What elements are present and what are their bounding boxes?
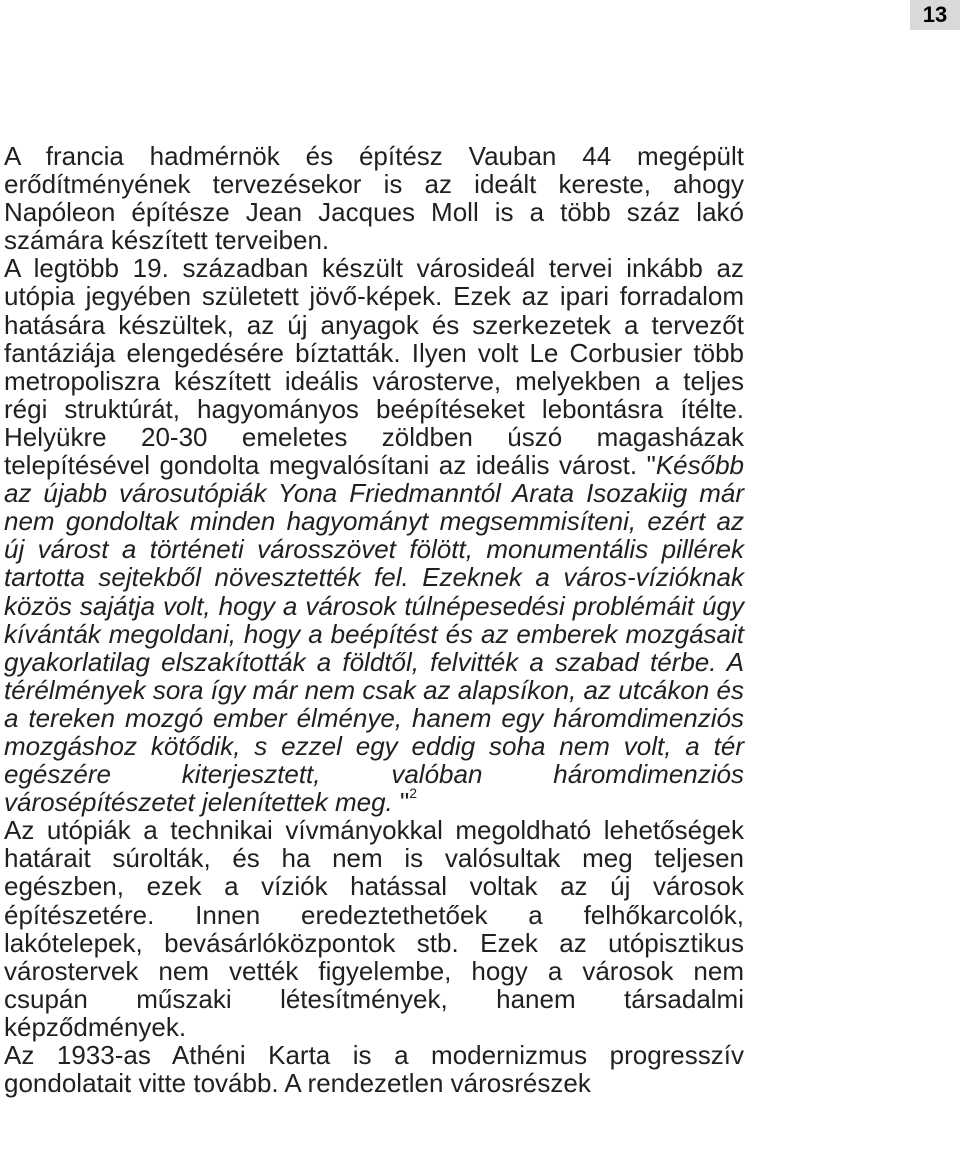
footnote-marker: 2: [409, 785, 418, 802]
article-body: [4, 142, 744, 1097]
paragraph-athens-charter: Az 1933-as Athéni Karta is a modernizmus progresszív gondolatait vitte tovább. A rendezetlen városrészek: [4, 1040, 744, 1099]
quotation: Később az újabb városutópiák Yona Friedmanntól Arata Isozakiig már nem gondoltak minden hagyományt megsemmisíteni, ezért az új várost a történeti városszövet fölött, monumentális pillérek tartotta sejtekből növesztették fel. Ezeknek a város-vízióknak közös sajátja volt, hogy a városok túlnépesedési problémáit úgy kívánták megoldani, hogy a beépítést és az emberek mozgásait gyakorlatilag elszakították a földtől, felvitték a szabad térbe. A térélmények sora így már nem csak az alapsíkon, az utcákon és a tereken mozgó ember élménye, hanem egy háromdimenziós mozgáshoz kötődik, s ezzel egy eddig soha nem volt, a tér egészére kiterjesztett, valóban háromdimenziós városépítészetet jelenítettek meg.: [4, 450, 744, 818]
paragraph-technical: Az utópiák a technikai vívmányokkal megoldható lehetőségek határait súrolták, és ha nem is valósultak meg teljesen egészben, ezek a víziók hatással voltak az új városok építészetére. Innen eredeztethetőek a felhőkarcolók, lakótelepek, bevásárlóközpontok stb. Ezek az utópisztikus várostervek nem vették figyelembe, hogy a városok nem csupán műszaki létesítmények, hanem társadalmi képződmények.: [4, 815, 744, 1042]
quotation-close: ": [392, 787, 410, 818]
page-number: 13: [922, 2, 948, 27]
page-number-tab: [910, 0, 960, 30]
paragraph-utopia-text: A legtöbb 19. században készült városideál tervei inkább az utópia jegyében született jövő-képek. Ezek az ipari forradalom hatására készültek, az új anyagok és szerkezetek a tervezőt fantáziája elengedésére bíztatták. Ilyen volt Le Corbusier több metropoliszra készített ideális városterve, melyekben a teljes régi struktúrát, hagyományos beépítéseket lebontásra ítélte. Helyükre 20-30 emeletes zöldben úszó magasházak telepítésével gondolta megvalósítani az ideális várost. ": [4, 253, 744, 481]
paragraph-utopia: [4, 254, 744, 816]
paragraph-vauban: A francia hadmérnök és építész Vauban 44 megépült erődítményének tervezésekor is az ideált kereste, ahogy Napóleon építésze Jean Jacques Moll is a több száz lakó számára készített terveiben.: [4, 141, 744, 256]
